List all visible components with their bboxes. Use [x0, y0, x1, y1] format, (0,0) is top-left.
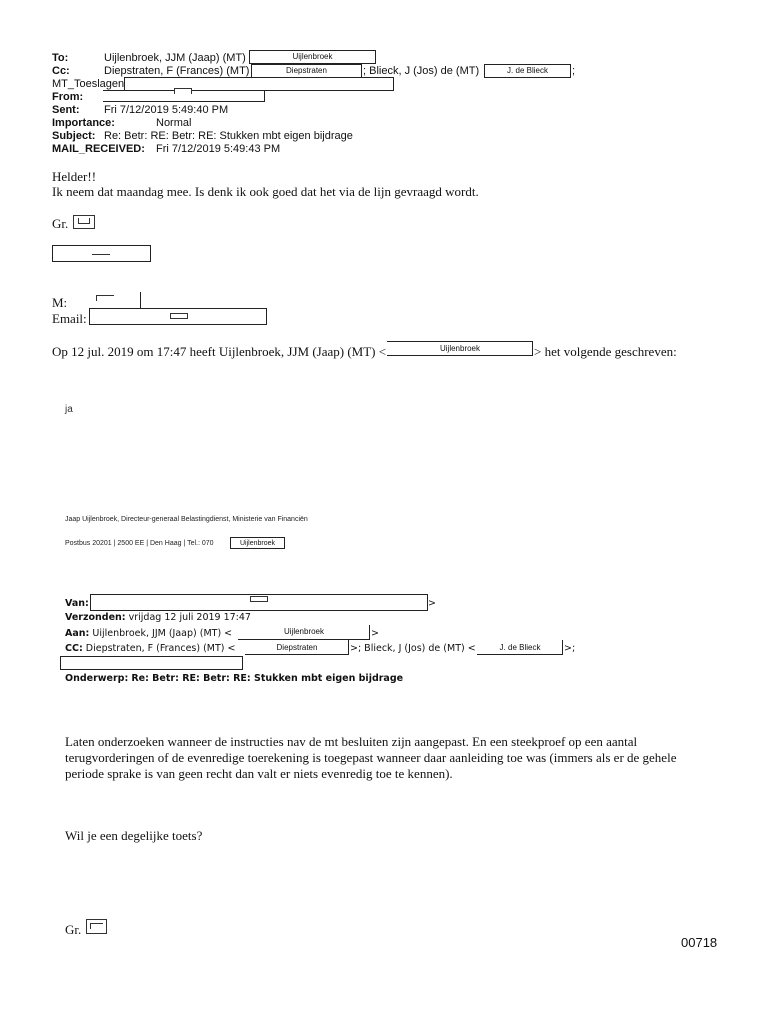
cc-fwd-row: CC: Diepstraten, F (Frances) (MT) < — [65, 643, 236, 654]
para1-line3: periode sprake is van geen recht dan valt er niets evenredig toe te kennen). — [65, 766, 453, 781]
onderwerp-row: Onderwerp: Re: Betr: RE: Betr: RE: Stukken mbt eigen bijdrage — [65, 673, 404, 684]
redaction-box — [92, 248, 110, 255]
para1-line1: Laten onderzoeken wanneer de instructies nav de mt besluiten zijn aangepast. En een steekproef op een aantal — [65, 734, 638, 749]
cc-line2: MT_Toeslagen — [52, 78, 125, 90]
cc-value-2: ; Blieck, J (Jos) de (MT) — [363, 65, 480, 77]
subject-label: Subject: — [52, 130, 96, 142]
importance-label: Importance: — [52, 117, 115, 129]
aan-redaction-label: Uijlenbroek — [283, 627, 325, 636]
page-number: 00718 — [681, 935, 718, 950]
to-label: To: — [52, 52, 69, 64]
sent-value: Fri 7/12/2019 5:49:40 PM — [104, 104, 229, 116]
verzonden-row: Verzonden: vrijdag 12 juli 2019 17:47 — [65, 612, 251, 623]
greeting: Helder!! — [52, 169, 97, 184]
cc-redaction-label-1: Diepstraten — [286, 66, 327, 75]
redaction-box — [90, 923, 103, 929]
closing-gr: Gr. — [65, 922, 82, 937]
cc-label: Cc: — [52, 65, 70, 77]
body-line-1: Ik neem dat maandag mee. Is denk ik ook goed dat het via de lijn gevraagd wordt. — [52, 184, 479, 199]
cc-fwd-value-2: >; Blieck, J (Jos) de (MT) < — [350, 643, 476, 654]
mail-received-label: MAIL_RECEIVED: — [52, 143, 145, 155]
subject-value: Re: Betr: RE: Betr: RE: Stukken mbt eigen bijdrage — [104, 130, 353, 142]
cc-fwd-redaction-label-2: J. de Blieck — [499, 643, 541, 652]
aan-row: Aan: Uijlenbroek, JJM (Jaap) (MT) < — [65, 628, 233, 639]
redaction-box — [250, 596, 268, 602]
redaction-box — [124, 77, 394, 91]
quote-intro-1: Op 12 jul. 2019 om 17:47 heeft Uijlenbroek, JJM (Jaap) (MT) < — [52, 344, 387, 359]
para1-line2: terugvorderingen of de evenredige toerekening is toegepast wanneer daar aanleiding toe was (immers als er de gehele — [65, 750, 677, 765]
cc-tail: ; — [572, 65, 576, 77]
aan-tail: > — [371, 628, 379, 639]
redaction-box — [96, 295, 114, 301]
cc-fwd-redaction-label-1: Diepstraten — [276, 643, 318, 652]
quote-redaction-label: Uijlenbroek — [439, 344, 481, 353]
signature-line-1: Jaap Uijlenbroek, Directeur-generaal Belastingdienst, Ministerie van Financiën — [65, 516, 308, 523]
sign-gr: Gr. — [52, 216, 69, 231]
cc-fwd-tail: >; — [564, 643, 576, 654]
reply-ja: ja — [65, 404, 73, 415]
cc-value-1: Diepstraten, F (Frances) (MT) — [104, 65, 250, 77]
signature-redaction-label: Uijlenbroek — [239, 540, 276, 547]
m-label: M: — [52, 295, 68, 310]
redaction-box — [174, 88, 192, 94]
van-label: Van: — [65, 598, 89, 609]
importance-value: Normal — [156, 117, 192, 129]
redaction-box — [170, 313, 188, 319]
mail-received-value: Fri 7/12/2019 5:49:43 PM — [156, 143, 281, 155]
para2: Wil je een degelijke toets? — [65, 828, 203, 843]
quote-intro-2: > het volgende geschreven: — [534, 344, 677, 359]
signature-line-2: Postbus 20201 | 2500 EE | Den Haag | Tel.: 070 — [65, 540, 214, 547]
cc-redaction-label-2: J. de Blieck — [507, 66, 548, 75]
email-label: Email: — [52, 311, 87, 326]
van-tail: > — [428, 598, 436, 609]
redaction-box — [60, 656, 243, 670]
from-label: From: — [52, 91, 84, 103]
redaction-box — [78, 218, 90, 224]
to-value: Uijlenbroek, JJM (Jaap) (MT) — [104, 52, 246, 64]
sent-label: Sent: — [52, 104, 80, 116]
to-redaction-label: Uijlenbroek — [292, 52, 333, 61]
